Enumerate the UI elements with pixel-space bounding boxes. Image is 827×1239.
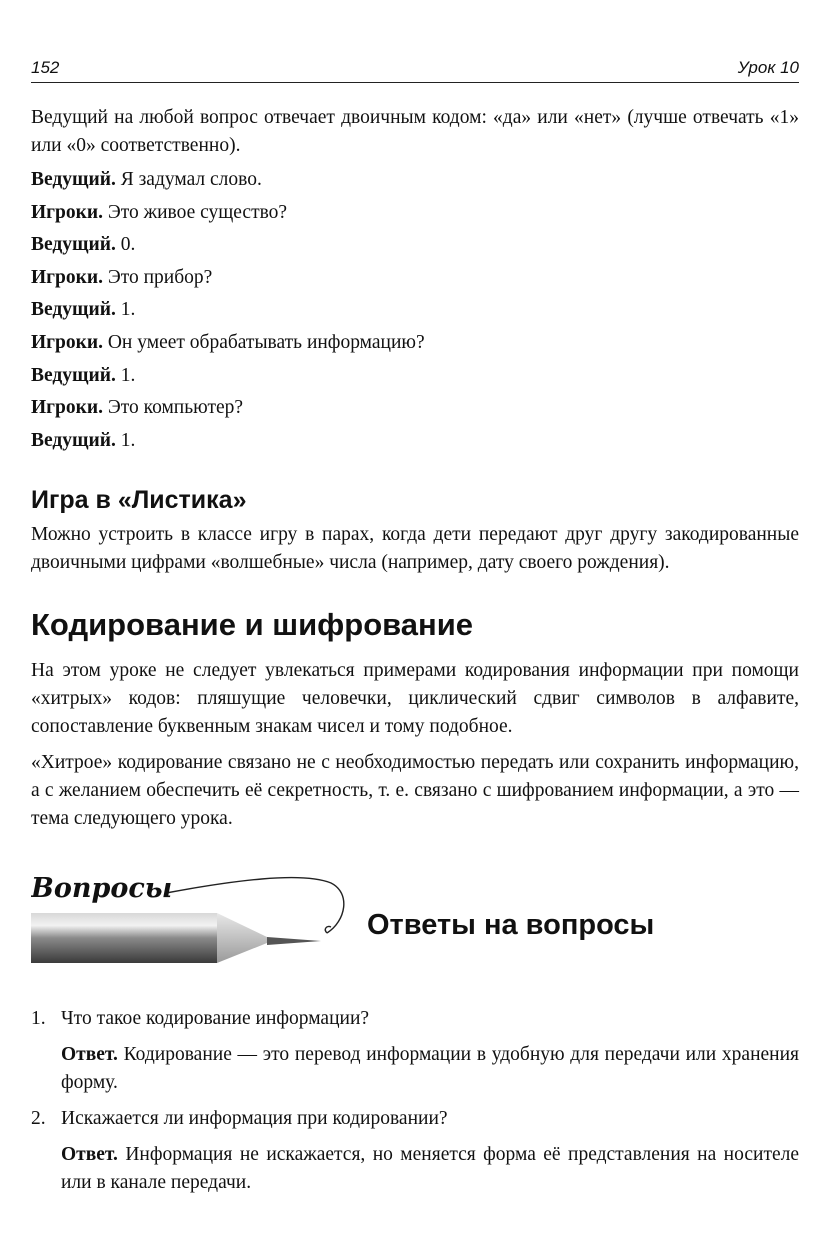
pencil-icon [31, 863, 361, 993]
line-text: Это прибор? [107, 266, 213, 288]
lesson-label: Урок 10 [737, 58, 799, 77]
line-text: Он умеет обрабатывать информацию? [107, 331, 425, 353]
line-text: Я задумал слово. [120, 169, 262, 190]
page-header [31, 56, 799, 83]
dialogue-line [31, 392, 799, 425]
answer-paragraph [61, 1141, 799, 1197]
line-text: 1. [120, 429, 136, 451]
line-text: Это живое существо? [107, 201, 288, 223]
speaker: Ведущий. [31, 364, 116, 386]
intro-paragraph: Ведущий на любой вопрос отвечает двоичным кодом: «да» или «нет» (лучше отвечать «1» или «0» соответственно). [31, 107, 799, 156]
answer-text: Кодирование — это перевод информации в удобную для передачи или хранения форму. [61, 1044, 800, 1094]
speaker: Ведущий. [31, 234, 116, 256]
speaker: Ведущий. [31, 169, 116, 190]
question-text: Искажается ли информация при кодировании? [61, 1108, 448, 1130]
speaker: Игроки. [31, 397, 103, 419]
line-text: 1. [120, 299, 136, 321]
dialogue-line [31, 360, 799, 393]
answer-label: Ответ. [61, 1044, 118, 1066]
answers-heading: Ответы на вопросы [367, 909, 655, 942]
speaker: Игроки. [31, 266, 103, 288]
speaker: Игроки. [31, 331, 103, 353]
listika-paragraph: Можно устроить в классе игру в парах, когда дети передают друг другу закодированные двоичными цифрами «волшебные» числа (например, дату своего рождения). [31, 524, 799, 574]
dialogue [31, 164, 799, 457]
dialogue-line [31, 197, 799, 230]
questions-banner [31, 863, 799, 993]
dialogue-line [31, 262, 799, 295]
line-text: Это компьютер? [107, 397, 244, 419]
speaker: Ведущий. [31, 429, 116, 451]
speaker: Ведущий. [31, 299, 116, 321]
answer-label: Ответ. [61, 1144, 118, 1166]
question-item [31, 1105, 799, 1197]
script-label: Вопросы [31, 873, 173, 905]
dialogue-line [31, 327, 799, 360]
coding-paragraph-1: На этом уроке не следует увлекаться примерами кодирования информации при помощи «хитрых» кодов: пляшущие человечки, циклический сдвиг символов в алфавите, сопоставление буквенным знакам чисел и тому подобное. [31, 660, 799, 738]
speaker: Игроки. [31, 201, 103, 223]
question-text: Что такое кодирование информации? [61, 1008, 370, 1030]
page [31, 56, 799, 1197]
line-text: 1. [120, 364, 136, 386]
questions-list [31, 1005, 799, 1197]
question-number: 1. [31, 1008, 46, 1030]
page-number: 152 [31, 58, 60, 77]
listika-heading: Игра в «Листика» [31, 486, 247, 515]
question-item [31, 1005, 799, 1097]
dialogue-line [31, 425, 799, 458]
dialogue-line [31, 229, 799, 262]
answer-paragraph [61, 1041, 799, 1097]
coding-heading: Кодирование и шифрование [31, 607, 474, 643]
dialogue-line [31, 294, 799, 327]
line-text: 0. [120, 234, 136, 256]
dialogue-line [31, 164, 799, 197]
answer-text: Информация не искажается, но меняется форма её представления на носителе или в канале передачи. [61, 1144, 800, 1194]
coding-paragraph-2: «Хитрое» кодирование связано не с необходимостью передать или сохранить информацию, а с желанием обеспечить её секретность, т. е. связано с шифрованием информации, а это — тема следующего урока. [31, 752, 799, 830]
question-number: 2. [31, 1108, 46, 1130]
